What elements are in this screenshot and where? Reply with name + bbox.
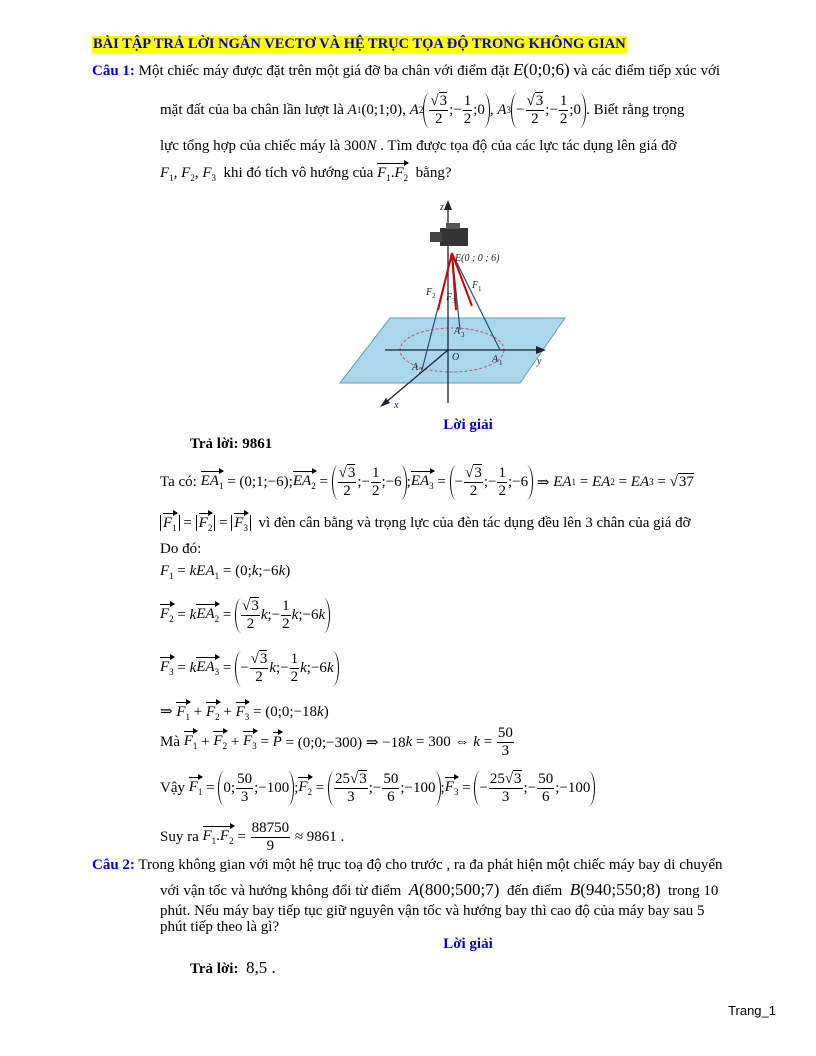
q2-text-2a: với vận tốc và hướng không đổi từ điểm (160, 883, 402, 899)
page-title: BÀI TẬP TRẢ LỜI NGẮN VECTƠ VÀ HỆ TRỤC TỌA ĐỘ TRONG KHÔNG GIAN (93, 36, 626, 52)
tripod-figure (330, 198, 570, 410)
camera-icon (440, 228, 468, 246)
q2-answer-label: Trả lời: (190, 961, 239, 977)
q2-text-2c: trong 10 (668, 883, 719, 899)
page-number: Trang_1 (728, 1003, 776, 1018)
svg-text:z: z (440, 202, 444, 213)
q1-label: Câu 1: (92, 63, 135, 79)
svg-text:x: x (394, 400, 399, 410)
q1-ta-co: Ta có: (160, 473, 197, 490)
q1-text-3b: . Tìm được tọa độ của các lực tác dụng lên giá đỡ (380, 138, 677, 154)
point-E-label: E(0 ; 0 ; 6) (455, 253, 500, 264)
q1-line3: lực tổng hợp của chiếc máy là 300N . Tìm được tọa độ của các lực tác dụng lên giá đỡ (160, 138, 677, 154)
q1-F2-expression: $F_2$ = k $EA_2$ = $\frac{√3}{2}$ k;− $\frac{1}{2}$ k;−6k (160, 590, 330, 640)
q2-text-2b: đến điểm (506, 883, 563, 899)
q1-text-2a: mặt đất của ba chân lần lượt là (160, 101, 344, 118)
svg-text:O: O (452, 352, 460, 363)
q1-suy-ra-expression: Suy ra $F_1.F_2$ = $\frac{88750}{9}$ ≈ 9861 . (160, 819, 345, 854)
svg-text:3: 3 (461, 331, 465, 339)
svg-text:2: 2 (419, 367, 423, 375)
q1-vay: Vậy (160, 779, 185, 796)
q1-ma-expression: Mà $F_1$ + $F_2$ + $F_3$ = P = (0;0;−300) ⇒ −18 k = 300 ⇔ k = $\frac{50}{3}$ (160, 724, 513, 759)
q1-text-2b: . Biết rằng trọng (586, 101, 685, 118)
q1-force-value: 300 (343, 138, 367, 154)
q2-text-1: Trong không gian với một hệ trục toạ độ cho trước , ra đa phát hiện một chiếc máy bay di chuyển (138, 857, 723, 873)
q1-result: ≈ 9861 . (294, 828, 345, 845)
q1-solution-line2: $F_1 = F_2 = F_3$ vì đèn cân bằng và trọng lực của đèn tác dụng đều lên 3 chân của giá đỡ (160, 515, 691, 533)
svg-text:A: A (454, 326, 461, 337)
q1-text-4c: bằng? (415, 165, 452, 181)
q2-solution-heading: Lời giải (443, 936, 493, 952)
q2-line4: phút tiếp theo là gì? (160, 919, 280, 935)
q1-suy-ra: Suy ra (160, 828, 199, 845)
svg-text:F: F (426, 287, 433, 298)
q1-ma: Mà (160, 733, 180, 750)
q1-text-3: lực tổng hợp của chiếc máy là (160, 138, 341, 154)
q1-F3-expression: $F_3$ = k $EA_3$ = − $\frac{√3}{2}$ k;− $\frac{1}{2}$ k;−6k (160, 643, 339, 693)
q1-sum-expression: ⇒ $F_1 + F_2 + F_3$ = (0;0;−18k) (160, 704, 329, 722)
q2-label: Câu 2: (92, 857, 135, 873)
q1-line4: $F_1$, $F_2$, $F_3$ khi đó tích vô hướng của $F_1.F_2$ bằng? (160, 165, 452, 183)
q2-line1 (92, 857, 723, 874)
q2-line2: với vận tốc và hướng không đổi từ điểm A(800;500;7) đến điểm B(940;550;8) trong 10 (160, 880, 719, 899)
q1-text-1b: và các điểm tiếp xúc với (573, 63, 721, 79)
svg-text:2: 2 (432, 292, 436, 300)
q1-text-1: Một chiếc máy được đặt trên một giá đỡ ba chân với điểm đặt (138, 63, 510, 79)
q1-answer-label: Trả lời: (190, 436, 239, 452)
svg-text:F: F (472, 280, 479, 291)
q1-text-4b: khi đó tích vô hướng của (223, 165, 374, 181)
svg-text:A: A (412, 362, 419, 373)
svg-text:y: y (537, 356, 542, 367)
q1-answer (190, 436, 272, 453)
q1-answer-value: 9861 (242, 436, 273, 452)
svg-text:A: A (492, 354, 499, 365)
q1-do-do: Do đó: (160, 541, 202, 557)
svg-text:3: 3 (452, 297, 456, 305)
svg-text:1: 1 (478, 285, 482, 293)
q1-F1-expression: $F_1 = kEA_1$ = (0;k;−6k) (160, 563, 291, 581)
q1-vay-expression: Vậy $F_1$ = 0; $\frac{50}{3}$ ;−100 ; $F_2$ = $\frac{25√3}{3}$ ;− $\frac{50}{6}$ ;−100 ; $F_3$ = − $\frac{25√3}{3}$ ;− $\frac{50}{6}$ ;−100 (160, 762, 595, 814)
q2-answer (190, 958, 276, 978)
q1-line2: mặt đất của ba chân lần lượt là A 1 (0;1;0), A 2 $\frac{√3}{2}$ ;− $\frac{1}{2}$ ;0 , A 3 − $\frac{√3}{2}$ ;− $\frac{1}{2}$ ;0 . Biết rằng trọng (160, 92, 685, 127)
q1-solution-line1: Ta có: $EA_1$ = (0;1;−6); $EA_2$ = $\frac{√3}{2}$ ;− $\frac{1}{2}$ ;−6 ; $EA_3$ = − $\frac{√3}{2}$ ;− $\frac{1}{2}$ ;−6 ⇒ EA 1 = EA 2 = EA 3 = √ 37 (160, 464, 694, 499)
q1-solution-heading: Lời giải (443, 417, 493, 433)
q1-line1: Câu 1: Một chiếc máy được đặt trên một giá đỡ ba chân với điểm đặt E(0;0;6) và các điểm tiếp xúc với (92, 60, 721, 79)
svg-text:F: F (446, 292, 453, 303)
q2-line3: phút. Nếu máy bay tiếp tục giữ nguyên vận tốc và hướng bay thì cao độ của máy bay sau 5 (160, 903, 705, 919)
q1-equal-note: vì đèn cân bằng và trọng lực của đèn tác dụng đều lên 3 chân của giá đỡ (258, 515, 691, 531)
svg-text:1: 1 (499, 359, 503, 367)
q2-answer-value: 8,5 . (245, 958, 276, 977)
